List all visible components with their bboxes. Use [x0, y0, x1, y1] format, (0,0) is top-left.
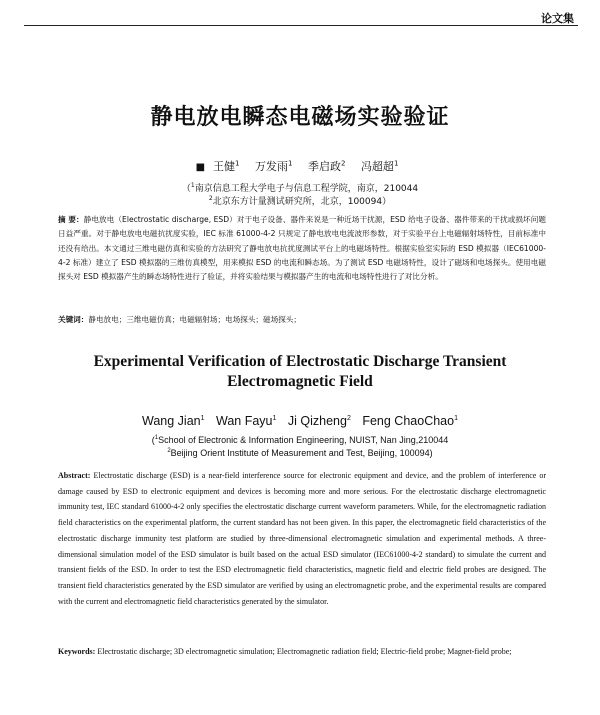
chinese-abstract-label: 摘 要：: [58, 215, 84, 224]
chinese-keywords-label: 关键词：: [58, 315, 89, 324]
chinese-abstract-text: 静电放电（Electrostatic discharge, ESD）对于电子设备、器件来说是一种近场干扰源，ESD 给电子设备、器件带来的干扰或损坏问题日益严重。对于静电放电电磁抗扰度实验，IEC 标准 61000-4-2 只规定了静电放电电流波形参数，对于实验平台上电磁辐射场特性，目前标准中还没有给出。本文通过三维电磁仿真和实验的方法研究了静电放电抗扰度测试平台上的电磁场特性。根据实验室实际的 ESD 模拟器（IEC61000-4-2 标准）建立了 ESD 模拟器的三维仿真模型，用来模拟 ESD 的电流和瞬态场。为了测试 ESD 电磁场特性，设计了磁场和电场探头。使用电磁探头对 ESD 模拟器产生的瞬态场特性进行了验证，并将实验结果与模拟器产生的电流和电场特性进行了对比分析。: [58, 215, 546, 282]
english-abstract: [58, 468, 546, 609]
chinese-affiliation: $^2$北京东方计量测试研究所，北京，100094）: [208, 195, 392, 207]
chinese-keywords: [58, 314, 546, 325]
english-authors: [0, 414, 600, 428]
english-author: Feng ChaoChao$^1$: [362, 414, 458, 428]
english-title: [0, 352, 600, 392]
chinese-affiliation: （$^1$南京信息工程大学电子与信息工程学院，南京，210044: [181, 182, 419, 194]
chinese-author: 冯超超$^1$: [360, 159, 399, 173]
header-rule: [24, 25, 578, 26]
section-tag: 论文集: [541, 12, 574, 25]
chinese-keywords-text: 静电放电；三维电磁仿真；电磁辐射场；电场探头；磁场探头；: [88, 315, 301, 324]
english-abstract-text: Electrostatic discharge (ESD) is a near-field interference source for electronic equipment and device, and the problem of interference or damage caused by ESD to electronic equipment and devices is becoming more and more serious. For the electrostatic discharge electromagnetic immunity test, IEC standard 61000-4-2 only specifies the electrostatic discharge current waveform parameters. While, for the electromagnetic radiation field characteristics on the experimental platform, the current standard has not been given. In this paper, the electromagnetic field characteristics of the electrostatic discharge immunity test platform are studied by three-dimensional electromagnetic simulation and experimental methods. A three-dimensional simulation model of the ESD simulator is built based on the actual ESD simulator (IEC61000-4-2 standard) to simulate the current and transient fields of the ESD. In order to test the ESD electromagnetic field characteristics, magnetic field and electric field probes are designed. The transient field characteristics generated by the ESD simulator are verified by using an electromagnetic probe, and the experimental results are compared with the current and electromagnetic field characteristics generated by the simulator.: [58, 471, 546, 606]
english-author: Wang Jian$^1$: [142, 414, 205, 428]
english-keywords: [58, 644, 546, 659]
chinese-title: 静电放电瞬态电磁场实验验证: [150, 105, 450, 130]
english-title-line: Experimental Verification of Electrostatic Discharge Transient: [93, 353, 507, 370]
chinese-abstract: [58, 213, 546, 284]
english-author: Wan Fayu$^1$: [215, 414, 277, 428]
author-marker-icon: ■: [195, 162, 206, 173]
chinese-authors: [0, 158, 600, 174]
english-author: Ji Qizheng$^2$: [287, 414, 351, 428]
english-abstract-label: Abstract:: [58, 471, 91, 480]
english-title-line: Electromagnetic Field: [227, 373, 373, 390]
english-keywords-text: Electrostatic discharge; 3D electromagnetic simulation; Electromagnetic radiation field; Electric-field probe; Magnet-field probe;: [97, 647, 512, 656]
english-affiliation: $^2$Beijing Orient Institute of Measurement and Test, Beijing, 100094): [167, 448, 433, 458]
english-keywords-label: Keywords:: [58, 647, 96, 656]
chinese-author: 季启政$^2$: [307, 159, 346, 173]
chinese-author: 王健$^1$: [213, 159, 240, 173]
english-affiliation: ($^1$School of Electronic & Information Engineering, NUIST, Nan Jing,210044: [151, 435, 449, 445]
chinese-author: 万发雨$^1$: [255, 159, 293, 173]
